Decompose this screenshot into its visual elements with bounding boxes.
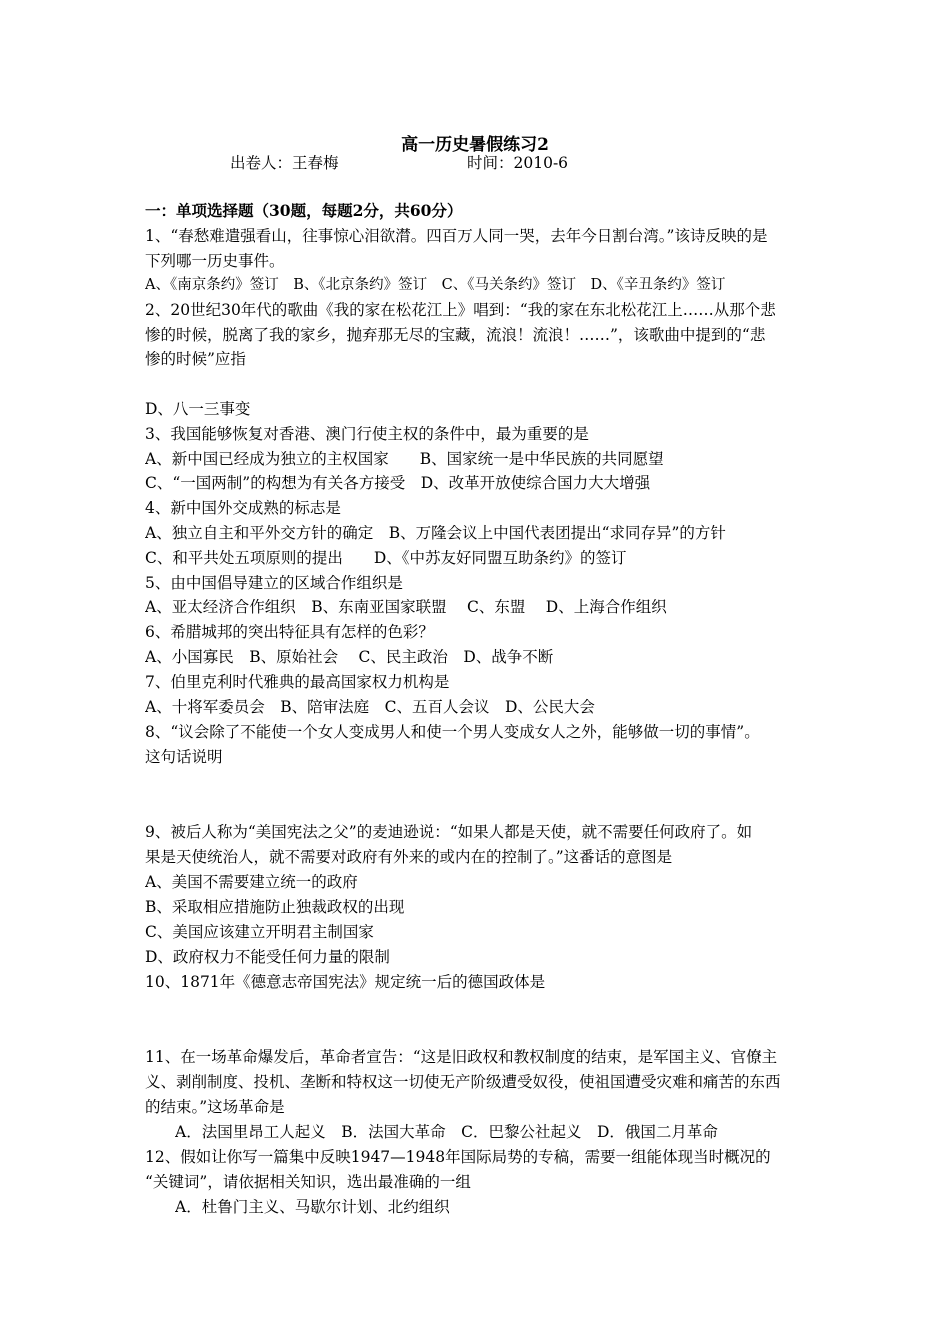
question-2-line-2: 惨的时候，脱离了我的家乡，抛弃那无尽的宝藏，流浪！流浪！……”，该歌曲中提到的“悲 — [145, 326, 766, 344]
question-4-line-1: 4、新中国外交成熟的标志是 — [145, 499, 341, 517]
section-heading: 一：单项选择题（30题，每题2分，共60分） — [145, 201, 463, 220]
question-2-option-d: D、八一三事变 — [145, 400, 251, 418]
question-12-line-2: “关键词”，请依据相关知识，选出最准确的一组 — [145, 1173, 471, 1191]
question-1-options: A、《南京条约》签订 B、《北京条约》签订 C、《马关条约》签订 D、《辛丑条约》签订 — [145, 277, 726, 293]
question-3-options-1: A、新中国已经成为独立的主权国家 B、国家统一是中华民族的共同愿望 — [145, 450, 664, 468]
question-11-line-2: 义、剥削制度、投机、垄断和特权这一切使无产阶级遭受奴役，使祖国遭受灾难和痛苦的东西 — [145, 1073, 781, 1091]
question-11-line-1: 11、在一场革命爆发后，革命者宣告：“这是旧政权和教权制度的结束，是军国主义、官僚主 — [145, 1048, 778, 1066]
time-label: 时间：2010-6 — [467, 154, 569, 172]
question-12-line-1: 12、假如让你写一篇集中反映1947—1948年国际局势的专稿，需要一组能体现当时概况的 — [145, 1148, 771, 1166]
question-8-line-2: 这句话说明 — [145, 748, 223, 766]
question-7-options: A、十将军委员会 B、陪审法庭 C、五百人会议 D、公民大会 — [145, 698, 595, 716]
question-1-line-2: 下列哪一历史事件。 — [145, 252, 285, 270]
question-10-line-1: 10、1871年《德意志帝国宪法》规定统一后的德国政体是 — [145, 973, 546, 991]
question-9-option-b: B、采取相应措施防止独裁政权的出现 — [145, 898, 405, 916]
question-3-options-2: C、“一国两制”的构想为有关各方接受 D、改革开放使综合国力大大增强 — [145, 474, 651, 492]
question-9-option-a: A、美国不需要建立统一的政府 — [145, 873, 358, 891]
question-8-line-1: 8、“议会除了不能使一个女人变成男人和使一个男人变成女人之外，能够做一切的事情”。 — [145, 723, 760, 741]
question-1-line-1: 1、“春愁难遣强看山，往事惊心泪欲潸。四百万人同一哭，去年今日割台湾。”该诗反映的是 — [145, 227, 768, 245]
question-2-line-1: 2、20世纪30年代的歌曲《我的家在松花江上》唱到：“我的家在东北松花江上……从那个悲 — [145, 301, 776, 319]
question-11-line-3: 的结束。”这场革命是 — [145, 1098, 285, 1116]
question-7-line-1: 7、伯里克利时代雅典的最高国家权力机构是 — [145, 673, 450, 691]
question-9-line-1: 9、被后人称为“美国宪法之父”的麦迪逊说：“如果人都是天使，就不需要任何政府了。如 — [145, 823, 753, 841]
question-6-line-1: 6、希腊城邦的突出特征具有怎样的色彩？ — [145, 623, 434, 641]
question-5-line-1: 5、由中国倡导建立的区域合作组织是 — [145, 574, 403, 592]
question-4-options-1: A、独立自主和平外交方针的确定 B、万隆会议上中国代表团提出“求同存异”的方针 — [145, 524, 726, 542]
question-9-option-d: D、政府权力不能受任何力量的限制 — [145, 948, 390, 966]
question-2-line-3: 惨的时候”应指 — [145, 350, 246, 368]
question-4-options-2: C、和平共处五项原则的提出 D、《中苏友好同盟互助条约》的签订 — [145, 549, 627, 567]
question-11-options: A．法国里昂工人起义 B．法国大革命 C．巴黎公社起义 D．俄国二月革命 — [175, 1123, 718, 1141]
question-3-line-1: 3、我国能够恢复对香港、澳门行使主权的条件中，最为重要的是 — [145, 425, 589, 443]
author-label: 出卷人：王春梅 — [230, 154, 339, 172]
page-title: 高一历史暑假练习2 — [401, 135, 549, 155]
question-5-options: A、亚太经济合作组织 B、东南亚国家联盟 C、东盟 D、上海合作组织 — [145, 598, 667, 616]
question-9-option-c: C、美国应该建立开明君主制国家 — [145, 923, 374, 941]
question-12-option-a: A．杜鲁门主义、马歇尔计划、北约组织 — [175, 1198, 450, 1216]
question-9-line-2: 果是天使统治人，就不需要对政府有外来的或内在的控制了。”这番话的意图是 — [145, 848, 673, 866]
question-6-options: A、小国寡民 B、原始社会 C、民主政治 D、战争不断 — [145, 648, 554, 666]
